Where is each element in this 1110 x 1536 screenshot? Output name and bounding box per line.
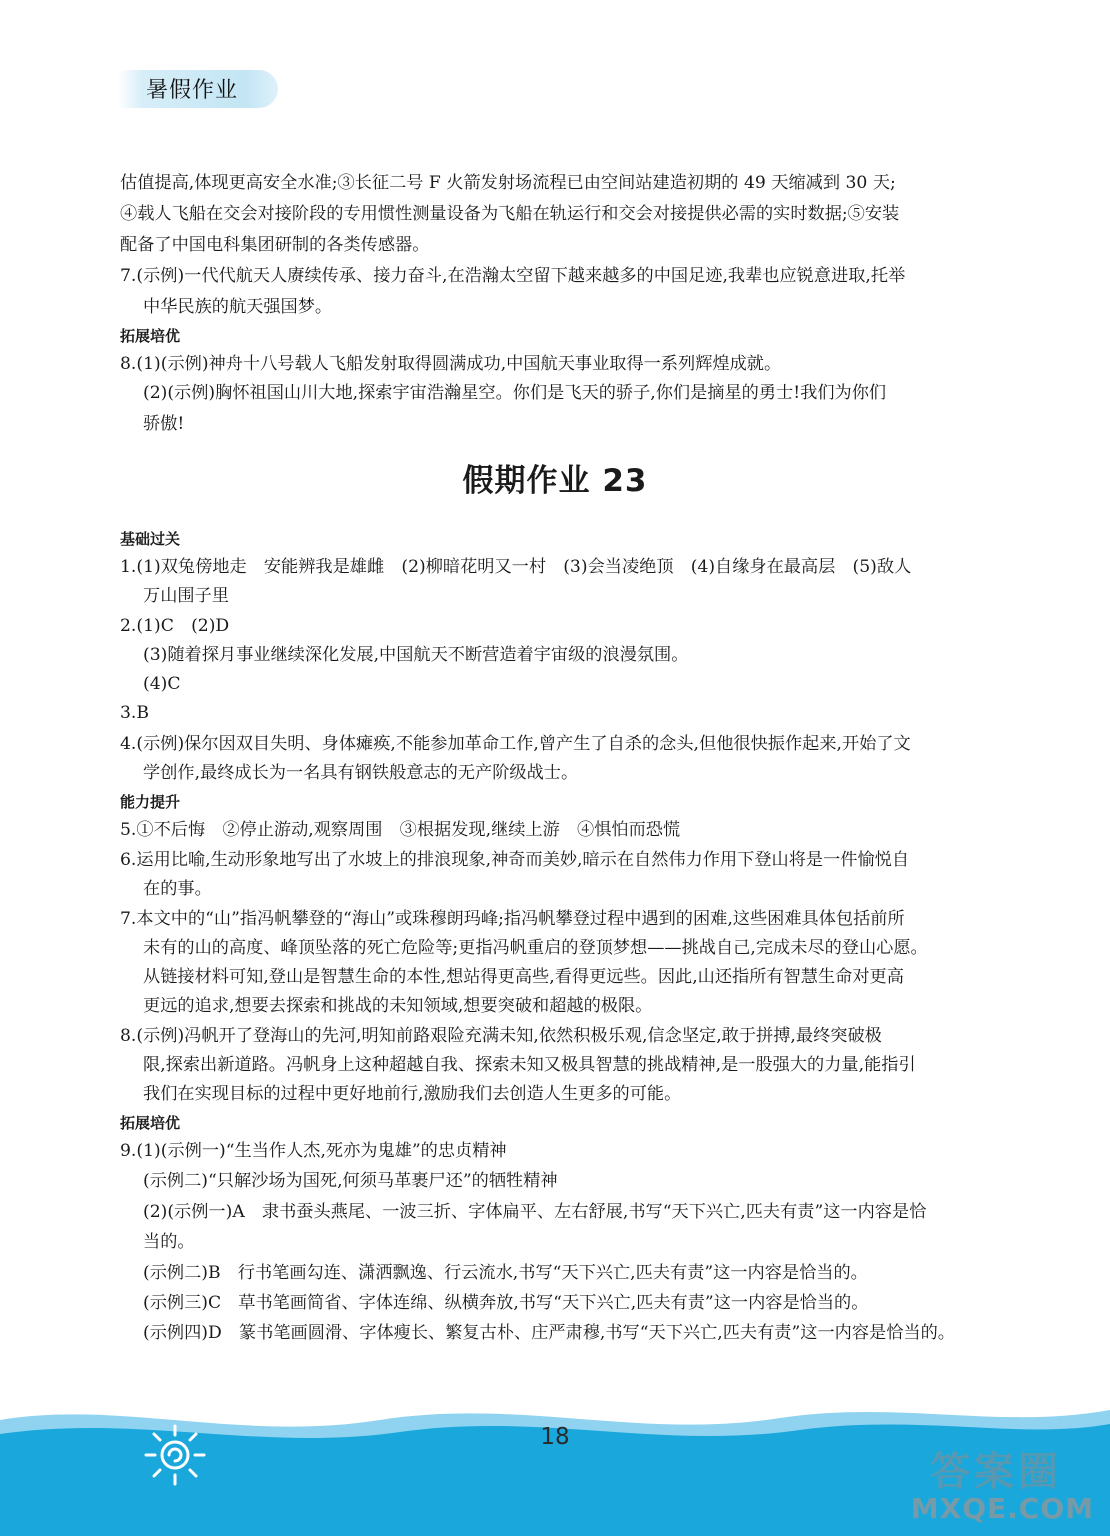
question-3: 3.B xyxy=(120,703,150,723)
header-title: 暑假作业 xyxy=(146,78,239,103)
text-line: (3)随着探月事业继续深化发展,中国航天不断营造着宇宙级的浪漫氛围。 xyxy=(143,645,689,665)
question-7: 7.(示例)一代代航天人赓续传承、接力奋斗,在浩瀚太空留下越来越多的中国足迹,我辈也应锐意进取,托举 xyxy=(120,266,906,286)
text-line: 我们在实现目标的过程中更好地前行,激励我们去创造人生更多的可能。 xyxy=(143,1084,682,1104)
section-heading-ability: 能力提升 xyxy=(120,793,181,811)
text-line: (4)C xyxy=(143,674,181,694)
question-6: 6.运用比喻,生动形象地写出了水坡上的排浪现象,神奇而美妙,暗示在自然伟力作用下登山将是一件愉悦自 xyxy=(120,850,910,870)
text-line: 万山围子里 xyxy=(143,586,229,606)
text-line: 从链接材料可知,登山是智慧生命的本性,想站得更高些,看得更远些。因此,山还指所有智慧生命对更高 xyxy=(143,967,904,987)
question-8: 8.(1)(示例)神舟十八号载人飞船发射取得圆满成功,中国航天事业取得一系列辉煌成就。 xyxy=(120,354,782,374)
text-line: (示例四)D 篆书笔画圆滑、字体瘦长、繁复古朴、庄严肃穆,书写“天下兴亡,匹夫有责”这一内容是恰当的。 xyxy=(143,1323,955,1343)
text-line: 中华民族的航天强国梦。 xyxy=(143,297,333,317)
text-line: 配备了中国电科集团研制的各类传感器。 xyxy=(120,235,430,255)
text-line: (2)(示例一)A 隶书蚕头燕尾、一波三折、字体扁平、左右舒展,书写“天下兴亡,匹夫有责”这一内容是恰 xyxy=(143,1202,927,1222)
text-line: (示例二)“只解沙场为国死,何须马革裹尸还”的牺牲精神 xyxy=(143,1171,558,1191)
text-line: 未有的山的高度、峰顶坠落的死亡危险等;更指冯帆重启的登顶梦想——挑战自己,完成未尽的登山心愿。 xyxy=(143,938,928,958)
section-heading-basic: 基础过关 xyxy=(120,530,181,548)
watermark-logo: 答案圈 xyxy=(930,1449,1062,1495)
text-line: ④载人飞船在交会对接阶段的专用惯性测量设备为飞船在轨运行和交会对接提供必需的实时数据;⑤安装 xyxy=(120,204,900,224)
text-line: (2)(示例)胸怀祖国山川大地,探索宇宙浩瀚星空。你们是飞天的骄子,你们是摘星的勇士!我们为你们 xyxy=(143,383,887,403)
question-7b: 7.本文中的“山”指冯帆攀登的“海山”或珠穆朗玛峰;指冯帆攀登过程中遇到的困难,这些困难具体包括前所 xyxy=(120,909,905,929)
section-heading-extend-2: 拓展培优 xyxy=(120,1114,181,1132)
text-line: 骄傲! xyxy=(143,414,185,434)
assignment-title: 假期作业 23 xyxy=(462,463,648,499)
question-4: 4.(示例)保尔因双目失明、身体瘫痪,不能参加革命工作,曾产生了自杀的念头,但他很快振作起来,开始了文 xyxy=(120,734,911,754)
text-line: (示例三)C 草书笔画简省、字体连绵、纵横奔放,书写“天下兴亡,匹夫有责”这一内容是恰当的。 xyxy=(143,1293,869,1313)
text-line: (示例二)B 行书笔画勾连、潇洒飘逸、行云流水,书写“天下兴亡,匹夫有责”这一内容是恰当的。 xyxy=(143,1263,868,1283)
question-2: 2.(1)C (2)D xyxy=(120,616,230,636)
question-9: 9.(1)(示例一)“生当作人杰,死亦为鬼雄”的忠贞精神 xyxy=(120,1141,507,1161)
question-5: 5.①不后悔 ②停止游动,观察周围 ③根据发现,继续上游 ④惧怕而恐慌 xyxy=(120,820,681,840)
question-1: 1.(1)双兔傍地走 安能辨我是雄雌 (2)柳暗花明又一村 (3)会当凌绝顶 (4)自缘身在最高层 (5)敌人 xyxy=(120,557,912,577)
text-line: 估值提高,体现更高安全水准;③长征二号 F 火箭发射场流程已由空间站建造初期的 49 天缩减到 30 天; xyxy=(120,173,896,193)
text-line: 限,探索出新道路。冯帆身上这种超越自我、探索未知又极具智慧的挑战精神,是一股强大的力量,能指引 xyxy=(143,1055,916,1075)
watermark-site: MXQE.COM xyxy=(910,1492,1094,1525)
section-heading-extend: 拓展培优 xyxy=(120,327,181,345)
question-8b: 8.(示例)冯帆开了登海山的先河,明知前路艰险充满未知,依然积极乐观,信念坚定,敢于拼搏,最终突破极 xyxy=(120,1026,882,1046)
text-line: 更远的追求,想要去探索和挑战的未知领域,想要突破和超越的极限。 xyxy=(143,996,653,1016)
text-line: 在的事。 xyxy=(143,879,212,899)
text-line: 当的。 xyxy=(143,1232,195,1252)
page-number: 18 xyxy=(540,1424,570,1450)
text-line: 学创作,最终成长为一名具有钢铁般意志的无产阶级战士。 xyxy=(143,763,579,783)
